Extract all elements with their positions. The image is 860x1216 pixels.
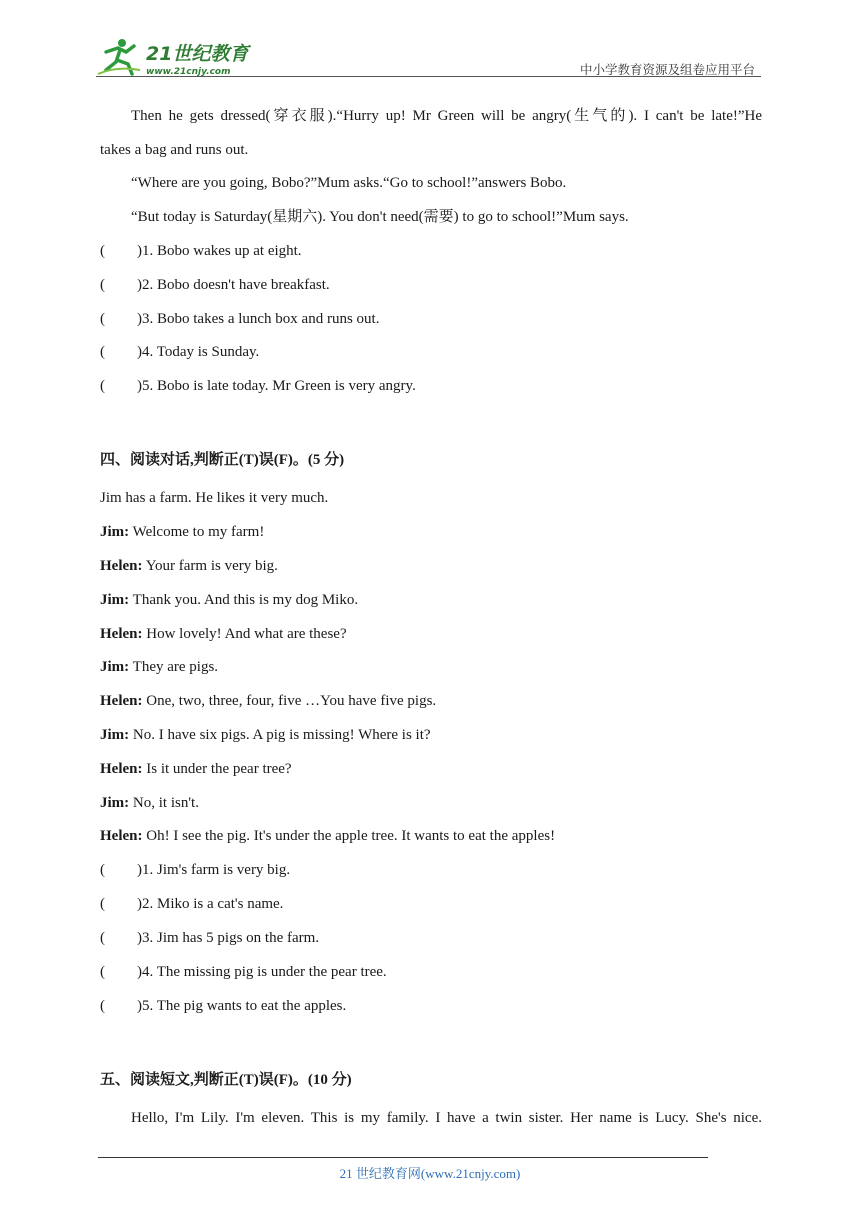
question-item: ( )2. Miko is a cat's name. xyxy=(100,896,284,912)
passage-line: Hello, I'm Lily. I'm eleven. This is my family. I have a twin sister. Her name is Lucy. She's nice. xyxy=(131,1110,762,1126)
dialogue-line: Helen: One, two, three, four, five …You have five pigs. xyxy=(100,693,437,709)
header-platform-text: 中小学教育资源及组卷应用平台 xyxy=(579,62,755,77)
logo-text: 21世纪教育 xyxy=(146,43,249,65)
section-heading: 四、阅读对话,判断正(T)误(F)。(5 分) xyxy=(100,452,345,468)
question-text: 5. The pig wants to eat the apples. xyxy=(142,998,347,1014)
speaker: Jim: xyxy=(100,659,130,675)
answer-blank[interactable]: ( xyxy=(100,964,105,980)
runner-icon xyxy=(98,39,140,74)
answer-blank[interactable]: ( xyxy=(100,998,105,1014)
question-item: ( )1. Bobo wakes up at eight. xyxy=(100,243,302,259)
question-item: ( )2. Bobo doesn't have breakfast. xyxy=(100,277,330,293)
question-text: 1. Jim's farm is very big. xyxy=(142,862,291,878)
speaker: Jim: xyxy=(100,727,130,743)
question-item: ( )3. Jim has 5 pigs on the farm. xyxy=(100,930,320,946)
speaker: Helen: xyxy=(100,558,143,574)
speaker: Helen: xyxy=(100,828,143,844)
question-item: ( )3. Bobo takes a lunch box and runs out. xyxy=(100,311,380,327)
answer-blank[interactable]: ( xyxy=(100,277,105,293)
answer-blank[interactable]: ( xyxy=(100,862,105,878)
dialogue-line: Jim: Welcome to my farm! xyxy=(100,524,265,540)
logo-url: www.21cnjy.com xyxy=(146,67,231,77)
answer-blank[interactable]: ( xyxy=(100,930,105,946)
answer-blank[interactable]: ( xyxy=(100,311,105,327)
dialogue-line: Jim: No. I have six pigs. A pig is missing! Where is it? xyxy=(100,727,431,743)
dialogue-line: Helen: Your farm is very big. xyxy=(100,558,278,574)
dialogue-line: Jim: Thank you. And this is my dog Miko. xyxy=(100,592,359,608)
section-heading: 五、阅读短文,判断正(T)误(F)。(10 分) xyxy=(100,1072,352,1088)
question-item: ( )4. Today is Sunday. xyxy=(100,344,260,360)
question-item: ( )5. The pig wants to eat the apples. xyxy=(100,998,347,1014)
speaker: Helen: xyxy=(100,761,143,777)
answer-blank[interactable]: ( xyxy=(100,344,105,360)
footer-text: 21 世纪教育网(www.21cnjy.com) xyxy=(339,1166,521,1181)
dialogue-line: Helen: Oh! I see the pig. It's under the apple tree. It wants to eat the apples! xyxy=(100,828,556,844)
story-line: takes a bag and runs out. xyxy=(100,142,249,158)
question-item: ( )4. The missing pig is under the pear tree. xyxy=(100,964,387,980)
question-text: 4. The missing pig is under the pear tree. xyxy=(142,964,387,980)
footer-divider xyxy=(98,1157,708,1158)
question-text: 5. Bobo is late today. Mr Green is very angry. xyxy=(142,378,416,394)
answer-blank[interactable]: ( xyxy=(100,243,105,259)
speaker: Jim: xyxy=(100,795,130,811)
dialogue-line: Helen: How lovely! And what are these? xyxy=(100,626,347,642)
logo xyxy=(96,34,266,78)
answer-blank[interactable]: ( xyxy=(100,378,105,394)
question-item: ( )1. Jim's farm is very big. xyxy=(100,862,291,878)
header-divider xyxy=(96,76,761,77)
answer-blank[interactable]: ( xyxy=(100,896,105,912)
question-text: 3. Bobo takes a lunch box and runs out. xyxy=(142,311,380,327)
question-text: 2. Bobo doesn't have breakfast. xyxy=(142,277,330,293)
story-line: Then he gets dressed(穿衣服).“Hurry up! Mr Green will be angry(生气的). I can't be late!”He xyxy=(131,108,762,124)
question-text: 3. Jim has 5 pigs on the farm. xyxy=(142,930,320,946)
question-text: 2. Miko is a cat's name. xyxy=(142,896,284,912)
story-line: “Where are you going, Bobo?”Mum asks.“Go to school!”answers Bobo. xyxy=(131,175,567,191)
dialogue-line: Jim: They are pigs. xyxy=(100,659,219,675)
page-header xyxy=(96,30,761,80)
speaker: Helen: xyxy=(100,626,143,642)
dialogue-line: Jim: No, it isn't. xyxy=(100,795,199,811)
story-line: “But today is Saturday(星期六). You don't need(需要) to go to school!”Mum says. xyxy=(131,209,629,225)
speaker: Jim: xyxy=(100,524,130,540)
speaker: Jim: xyxy=(100,592,130,608)
question-item: ( )5. Bobo is late today. Mr Green is very angry. xyxy=(100,378,416,394)
speaker: Helen: xyxy=(100,693,143,709)
dialogue-line: Helen: Is it under the pear tree? xyxy=(100,761,292,777)
question-text: 4. Today is Sunday. xyxy=(142,344,260,360)
dialogue-intro: Jim has a farm. He likes it very much. xyxy=(100,490,329,506)
question-text: 1. Bobo wakes up at eight. xyxy=(142,243,302,259)
